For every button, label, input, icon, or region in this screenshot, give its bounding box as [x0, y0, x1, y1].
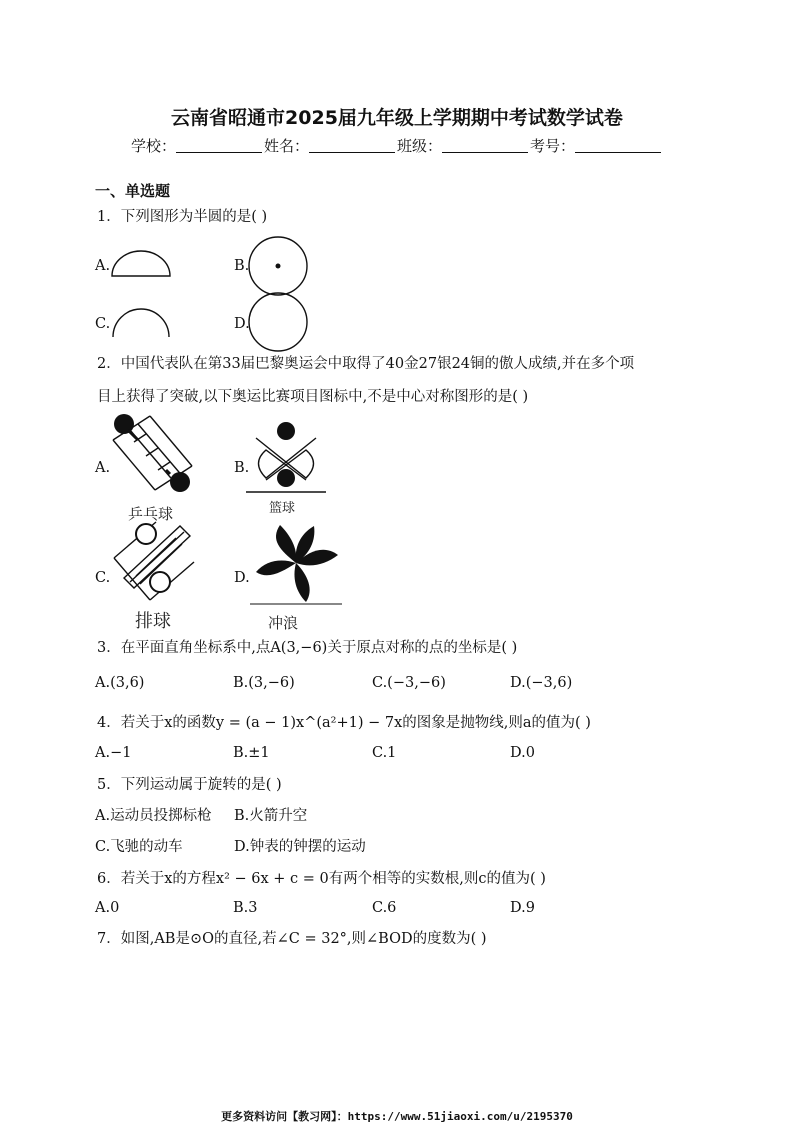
q2-caption-surfing: 冲浪 — [268, 614, 299, 632]
q2-caption-volleyball: 排球 — [135, 611, 171, 632]
q6-option-a: A.0 — [95, 900, 120, 916]
q4-stem: 4．若关于x的函数y = (a − 1)x^(a²+1) − 7x的图象是抛物线,则a的值为( ) — [97, 715, 591, 731]
info-class-blank — [442, 138, 528, 153]
q6-option-b: B.3 — [233, 900, 258, 916]
basketball-icon — [246, 418, 326, 496]
table-tennis-icon — [110, 412, 195, 497]
q6-stem: 6．若关于x的方程x² − 6x + c = 0有两个相等的实数根,则c的值为( ) — [97, 871, 546, 887]
info-name-label: 姓名： — [263, 137, 309, 155]
q2-stem-line2: 目上获得了突破,以下奥运比赛项目图标中,不是中心对称图形的是( ) — [97, 389, 529, 405]
q5-option-b: B.火箭升空 — [234, 808, 308, 824]
student-info-line — [0, 135, 794, 156]
q3-option-c: C.(−3,−6) — [372, 675, 446, 691]
q1-option-c-label: C. — [95, 316, 111, 332]
q1-option-b-figure — [247, 236, 309, 298]
info-name-blank — [309, 138, 395, 153]
q3-option-a: A.(3,6) — [95, 675, 145, 691]
q2-caption-basketball: 篮球 — [269, 501, 296, 516]
section-heading: 一、单选题 — [95, 182, 171, 200]
q1-stem: 1．下列图形为半圆的是( ) — [97, 209, 268, 225]
volleyball-icon — [110, 518, 198, 604]
q3-stem: 3．在平面直角坐标系中,点A(3,−6)关于原点对称的点的坐标是( ) — [97, 640, 518, 656]
q3-option-b: B.(3,−6) — [233, 675, 295, 691]
q1-option-d-figure — [247, 293, 309, 353]
q5-option-d: D.钟表的钟摆的运动 — [234, 839, 366, 855]
q3-option-d: D.(−3,6) — [510, 675, 573, 691]
q2-option-c-label: C. — [95, 570, 111, 586]
q2-option-b-label: B. — [234, 460, 250, 476]
q2-caption-table-tennis: 乒乓球 — [128, 505, 174, 523]
q1-option-c-figure — [110, 303, 172, 339]
info-school-blank — [176, 138, 262, 153]
info-number-label: 考号： — [530, 137, 576, 155]
q6-option-c: C.6 — [372, 900, 397, 916]
surfing-icon — [250, 520, 342, 606]
q2-option-d-label: D. — [234, 570, 250, 586]
q5-stem: 5．下列运动属于旋转的是( ) — [97, 777, 282, 793]
info-school-label: 学校： — [130, 137, 176, 155]
q5-option-c: C.飞驰的动车 — [95, 839, 183, 855]
info-class-label: 班级： — [397, 137, 443, 155]
q5-option-a: A.运动员投掷标枪 — [95, 808, 212, 824]
q2-option-a-label: A. — [95, 460, 111, 476]
q1-option-a-label: A. — [95, 258, 111, 274]
q4-option-d: D.0 — [510, 745, 535, 761]
q4-option-b: B.±1 — [233, 745, 270, 761]
q1-option-b-label: B. — [234, 258, 250, 274]
info-number-blank — [575, 138, 661, 153]
q4-option-a: A.−1 — [95, 745, 132, 761]
q7-stem: 7．如图,AB是⊙O的直径,若∠C = 32°,则∠BOD的度数为( ) — [97, 931, 487, 947]
q4-option-c: C.1 — [372, 745, 397, 761]
page-title: 云南省昭通市2025届九年级上学期期中考试数学试卷 — [171, 107, 623, 129]
q1-option-a-figure — [110, 248, 172, 280]
q2-stem-line1: 2．中国代表队在第33届巴黎奥运会中取得了40金27银24铜的傲人成绩,并在多个项 — [97, 356, 635, 372]
footer-link[interactable]: 更多资料访问【教习网】：https://www.51jiaoxi.com/u/2195370 — [221, 1110, 573, 1123]
q6-option-d: D.9 — [510, 900, 535, 916]
q1-option-d-label: D. — [234, 316, 250, 332]
